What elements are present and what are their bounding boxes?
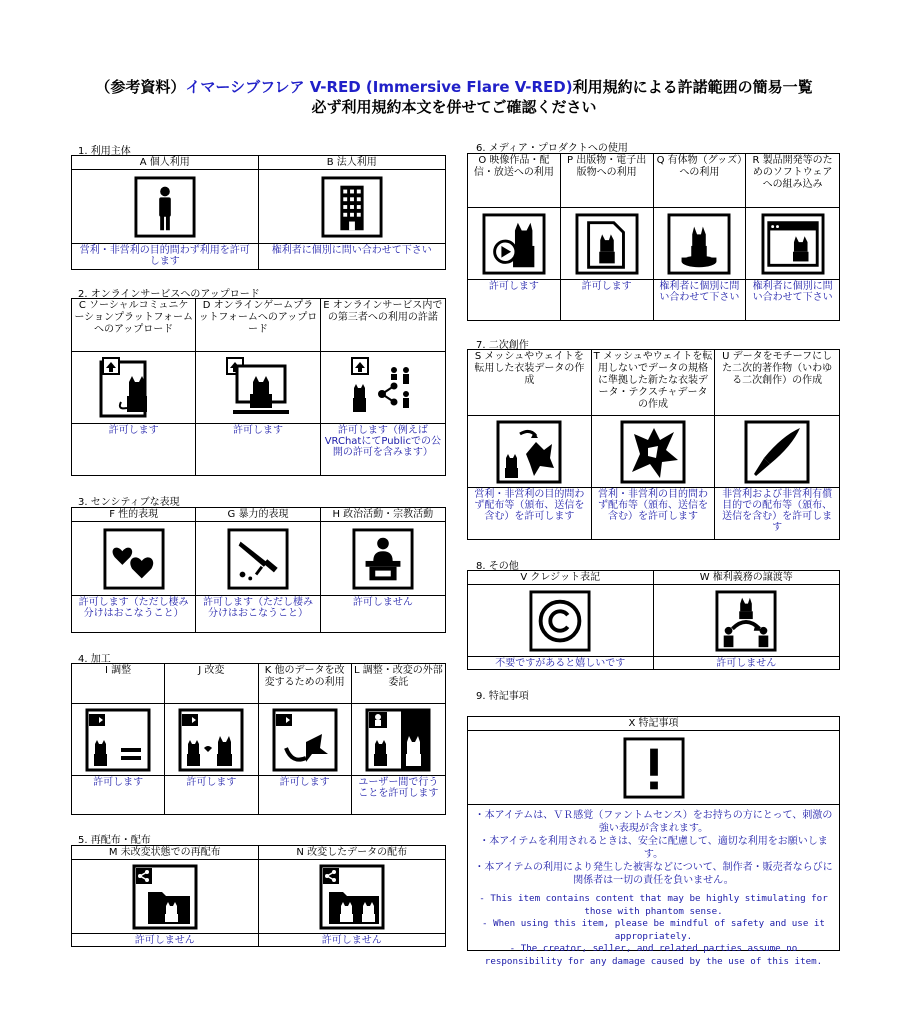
section-title: 4. 加工 (78, 654, 111, 665)
figure-cat-icon (654, 208, 746, 280)
share-users-icon (321, 352, 445, 424)
cell-header: I 調整 (72, 664, 164, 704)
cell-header: Q 有体物（グッズ）への利用 (654, 154, 746, 208)
share-folder-icon (72, 860, 258, 934)
cell-i (72, 664, 165, 814)
cell-footer: 許可します (108, 425, 159, 436)
section-title: 6. メディア・プロダクトへの使用 (476, 143, 628, 154)
section-usage-subject (71, 155, 446, 270)
cell-m (72, 846, 259, 947)
cell-footer: 許可します (279, 777, 330, 788)
cell-footer: 許可します（ただし棲み分けはおこなうこと） (78, 597, 189, 619)
cell-header: D オンラインゲームプラットフォームへのアップロード (196, 299, 319, 352)
cell-t (592, 350, 716, 539)
cell-f (72, 508, 196, 632)
cell-header: F 性的表現 (72, 508, 195, 522)
cell-footer: 許可します (488, 281, 539, 292)
section-title: 1. 利用主体 (78, 146, 131, 157)
cell-footer: 許可します (186, 777, 237, 788)
cell-footer: 許可しません (321, 935, 382, 946)
podium-icon (321, 522, 445, 596)
section-title: 7. 二次創作 (476, 340, 529, 351)
cell-j (165, 664, 258, 814)
cell-v (468, 571, 654, 670)
upload-monitor-cat-icon (196, 352, 319, 424)
knife-icon (196, 522, 319, 596)
pen-nib-icon (715, 416, 839, 488)
cell-header: W 権利義務の譲渡等 (654, 571, 840, 585)
modify-other-icon (259, 704, 351, 776)
title-product: イマーシブフレア V-RED (Immersive Flare V-RED) (185, 78, 573, 96)
note-en-3: - The creator, seller, and related parties assume no responsibility for any damage caused by the use of this item. (484, 943, 823, 967)
exclamation-icon (468, 731, 839, 805)
cell-l (352, 664, 445, 814)
cell-footer: 営利・非営利の目的問わず利用を許可します (79, 245, 250, 267)
cell-h (321, 508, 445, 632)
cell-footer: 許可します（例えばVRChatにてPublicでの公開の許可を含みます） (324, 425, 441, 458)
cell-o (468, 154, 561, 320)
cell-footer: 許可しません (134, 935, 195, 946)
title-suffix: 利用規約による許諾範囲の簡易一覧 (572, 78, 813, 96)
section-media (467, 153, 840, 321)
cell-footer: 権利者に個別に問い合わせて下さい (271, 245, 432, 256)
note-jp-2: ・本アイテムを利用されるときは、安全に配慮して、適切な利用をお願いします。 (479, 836, 828, 860)
cell-header: O 映像作品・配信・放送への利用 (468, 154, 560, 208)
cell-header: N 改変したデータの配布 (259, 846, 446, 860)
cell-footer: 不要ですがあると嬉しいです (495, 658, 626, 669)
copyright-icon (468, 585, 653, 657)
cell-w (654, 571, 840, 670)
cell-header: H 政治活動・宗教活動 (321, 508, 445, 522)
page-title (0, 76, 908, 97)
cell-header: V クレジット表記 (468, 571, 653, 585)
section-title: 3. センシティブな表現 (78, 497, 180, 508)
cell-c (72, 299, 196, 475)
outsource-icon (352, 704, 445, 776)
cell-e (321, 299, 445, 475)
cell-footer: 非営利および非営利有償目的での配布等（頒布、送信を含む）を許可します (722, 489, 833, 533)
cell-a (72, 156, 259, 269)
cell-footer: 許可します (232, 425, 283, 436)
cell-header: G 暴力的表現 (196, 508, 319, 522)
hearts-icon (72, 522, 195, 596)
note-en-1: - This item contains content that may be highly stimulating for those with phantom sense. (479, 893, 828, 917)
cell-footer: 営利・非営利の目的問わず配布等（頒布、送信を含む）を許可します (474, 489, 585, 522)
software-cat-icon (746, 208, 839, 280)
modify-icon (165, 704, 257, 776)
garment-icon (592, 416, 715, 488)
cell-q (654, 154, 747, 320)
section-title: 8. その他 (476, 561, 519, 572)
share-modified-icon (259, 860, 446, 934)
note-jp-3: ・本アイテムの利用により発生した被害などについて、制作者・販売者ならびに関係者は一切の責任を負いません。 (474, 862, 833, 886)
section-redistribution (71, 845, 446, 947)
cell-footer: 権利者に個別に問い合わせて下さい (659, 281, 740, 303)
cell-b (259, 156, 446, 269)
cell-r (746, 154, 839, 320)
cell-header: U データをモチーフにした二次的著作物（いわゆる二次創作）の作成 (715, 350, 839, 416)
cell-header: M 未改変状態での再配布 (72, 846, 258, 860)
cell-header: B 法人利用 (259, 156, 446, 170)
section-special-notes (467, 716, 840, 967)
cell-n (259, 846, 446, 947)
section-processing (71, 663, 446, 815)
section-online-upload (71, 298, 446, 476)
note-jp-1: ・本アイテムは、ＶＲ感覚（ファントムセンス）をお持ちの方にとって、刺激の強い表現が含まれます。 (474, 810, 833, 834)
video-cat-icon (468, 208, 560, 280)
cell-header: J 改変 (165, 664, 257, 704)
section-sensitive (71, 507, 446, 633)
person-icon (72, 170, 258, 244)
page-subtitle: 必ず利用規約本文を併せてご確認ください (311, 98, 597, 116)
transfer-garment-icon (468, 416, 591, 488)
cell-header: R 製品開発等のためのソフトウェアへの組み込み (746, 154, 839, 208)
cell-header: T メッシュやウェイトを転用しないでデータの規格に準拠した新たな衣装データ・テクスチャデータの作成 (592, 350, 715, 416)
cell-g (196, 508, 320, 632)
cell-u (715, 350, 839, 539)
cell-s (468, 350, 592, 539)
cell-footer: ユーザー間で行うことを許可します (358, 777, 439, 799)
english-notes (468, 887, 839, 968)
cell-footer: 許可しません (716, 658, 777, 669)
section-title: 2. オンラインサービスへのアップロード (78, 289, 260, 300)
cell-footer: 許可します (93, 777, 144, 788)
cell-header: K 他のデータを改変するための利用 (259, 664, 351, 704)
cell-header: A 個人利用 (72, 156, 258, 170)
upload-cat-icon (72, 352, 195, 424)
japanese-notes (468, 805, 839, 887)
cell-k (259, 664, 352, 814)
cell-header: C ソーシャルコミュニケーションプラットフォームへのアップロード (72, 299, 195, 352)
title-prefix: （参考資料） (95, 78, 186, 96)
cell-d (196, 299, 320, 475)
note-en-2: - When using this item, please be mindful of safety and use it appropriately. (482, 918, 825, 942)
building-icon (259, 170, 446, 244)
cell-p (561, 154, 654, 320)
section-derivative (467, 349, 840, 540)
adjust-icon (72, 704, 164, 776)
cell-footer: 許可します（ただし棲み分けはおこなうこと） (202, 597, 313, 619)
section-title: 5. 再配布・配布 (78, 835, 151, 846)
section-title: 9. 特記事項 (476, 691, 529, 702)
cell-footer: 許可しません (352, 597, 413, 608)
document-cat-icon (561, 208, 653, 280)
cell-header: L 調整・改変の外部委託 (352, 664, 445, 704)
cell-footer: 営利・非営利の目的問わず配布等（頒布、送信を含む）を許可します (597, 489, 708, 522)
cell-header: X 特記事項 (468, 717, 839, 731)
cell-footer: 権利者に個別に問い合わせて下さい (752, 281, 833, 303)
cell-header: S メッシュやウェイトを転用した衣装データの作成 (468, 350, 591, 416)
cell-footer: 許可します (581, 281, 632, 292)
cell-header: E オンラインサービス内での第三者への利用の許諾 (321, 299, 445, 352)
section-other (467, 570, 840, 670)
transfer-users-icon (654, 585, 840, 657)
cell-header: P 出版物・電子出版物への利用 (561, 154, 653, 208)
